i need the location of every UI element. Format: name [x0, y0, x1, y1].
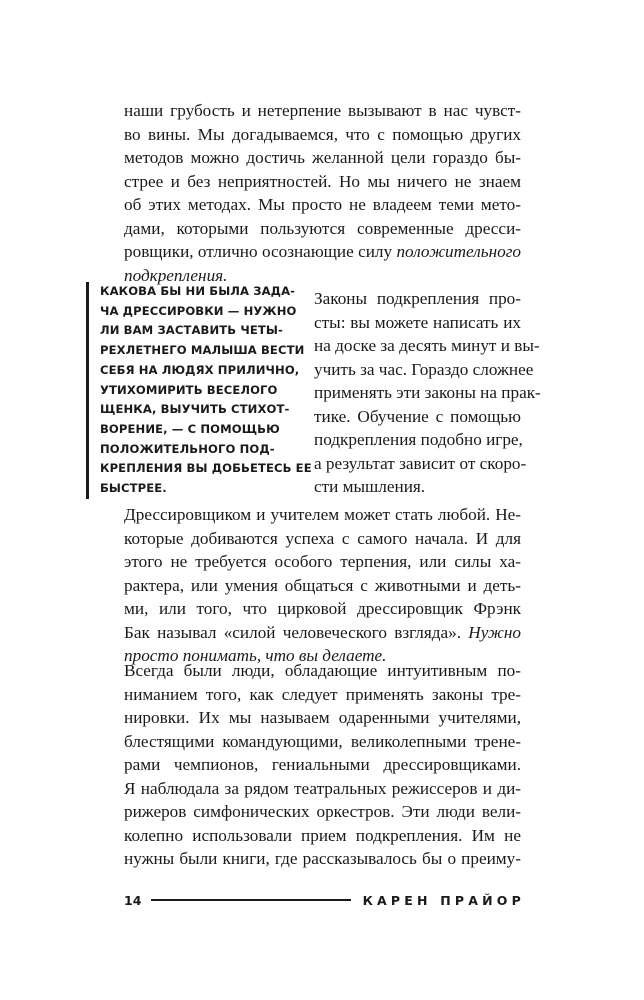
- paragraph-2: [314, 287, 541, 499]
- text-line: [124, 621, 521, 645]
- pull-quote-line: ВОРЕНИЕ, — С ПОМОЩЬЮ: [100, 421, 280, 436]
- text-line: сти мышления.: [314, 477, 426, 496]
- text-line: блестящими командующими, великолепными трене-: [124, 731, 521, 751]
- text-line: наши грубость и нетерпение вызывают в нас чувст-: [124, 101, 521, 120]
- pull-quote-line: СЕБЯ НА ЛЮДЯХ ПРИЛИЧНО,: [100, 362, 300, 377]
- page-number: 14: [124, 892, 142, 908]
- pull-quote-line: РЕХЛЕТНЕГО МАЛЫША ВЕСТИ: [100, 343, 305, 358]
- italic-emphasis: Нужно: [468, 622, 522, 642]
- text-line: учить за час. Гораздо сложнее: [314, 359, 534, 379]
- text-line: дами, которыми пользуются современные дресси-: [124, 218, 521, 238]
- text-line: подкрепления.: [124, 265, 228, 285]
- text-line: Законы подкрепления про-: [314, 289, 521, 308]
- running-footer: [124, 891, 525, 909]
- text-line: просто понимать, что вы делаете.: [124, 646, 387, 665]
- pull-quote-line: УТИХОМИРИТЬ ВЕСЕЛОГО: [100, 382, 278, 397]
- text-segment: Бак называл «силой человеческого взгляда».: [124, 622, 462, 642]
- pull-quote-line: БЫСТРЕЕ.: [100, 481, 167, 496]
- text-line: колепно использовали прием подкрепления. Им не: [124, 825, 521, 845]
- paragraph-3: [124, 503, 521, 668]
- text-line: которые добиваются успеха с самого начала. И для: [124, 528, 521, 548]
- text-line: применять эти законы на прак-: [314, 383, 541, 402]
- author-name: КАРЕН ПРАЙОР: [362, 892, 525, 908]
- text-line: нужны были книги, где рассказывалось бы о преиму-: [124, 849, 521, 868]
- text-line: ми, или того, что цирковой дрессировщик Фрэнк: [124, 599, 521, 618]
- text-line: рактера, или умения общаться с животными и деть-: [124, 575, 521, 595]
- text-line: рами чемпионов, гениальными дрессировщиками.: [124, 755, 521, 774]
- text-line: нировки. Их мы называем одаренными учителями,: [124, 708, 521, 727]
- text-line: на доске за десять минут и вы-: [314, 336, 540, 355]
- text-line: методов можно достичь желанной цели гораздо бы-: [124, 148, 521, 167]
- text-line: Всегда были люди, обладающие интуитивным по-: [124, 661, 521, 680]
- pull-quote-line: ЧА ДРЕССИРОВКИ — НУЖНО: [100, 303, 297, 318]
- pull-quote: [86, 282, 312, 499]
- text-line: тике. Обучение с помощью: [314, 406, 521, 426]
- pull-quote-line: ЩЕНКА, ВЫУЧИТЬ СТИХОТ-: [100, 402, 290, 417]
- text-segment: ровщики, отлично осознающие силу: [124, 242, 393, 261]
- text-line: подкрепления подобно игре,: [314, 430, 523, 449]
- text-line: во вины. Мы догадываемся, что с помощью других: [124, 124, 521, 144]
- text-line: об этих методах. Мы просто не владеем теми мето-: [124, 195, 521, 214]
- paragraph-4: [124, 659, 521, 871]
- text-line: а результат зависит от скоро-: [314, 453, 527, 473]
- text-line: сты: вы можете написать их: [314, 312, 521, 332]
- pull-quote-line: КРЕПЛЕНИЯ ВЫ ДОБЬЕТЕСЬ ЕЕ: [100, 461, 312, 476]
- text-line: Дрессировщиком и учителем может стать любой. Не-: [124, 505, 521, 524]
- italic-emphasis: положительного: [396, 242, 521, 261]
- footer-rule: [151, 899, 350, 901]
- text-line: Я наблюдала за рядом театральных режиссеров и ди-: [124, 778, 521, 798]
- text-line: [124, 240, 521, 264]
- text-line: ниманием того, как следует применять законы тре-: [124, 684, 521, 704]
- pull-quote-line: ПОЛОЖИТЕЛЬНОГО ПОД-: [100, 441, 275, 456]
- text-line: стрее и без неприятностей. Но мы ничего не знаем: [124, 171, 521, 191]
- text-line: рижеров симфонических оркестров. Эти люди вели-: [124, 802, 521, 821]
- pull-quote-line: КАКОВА БЫ НИ БЫЛА ЗАДА-: [100, 284, 296, 298]
- paragraph-1: [124, 99, 521, 287]
- pull-quote-line: ЛИ ВАМ ЗАСТАВИТЬ ЧЕТЫ-: [100, 323, 283, 338]
- text-line: этого не требуется особого терпения, или силы ха-: [124, 552, 521, 571]
